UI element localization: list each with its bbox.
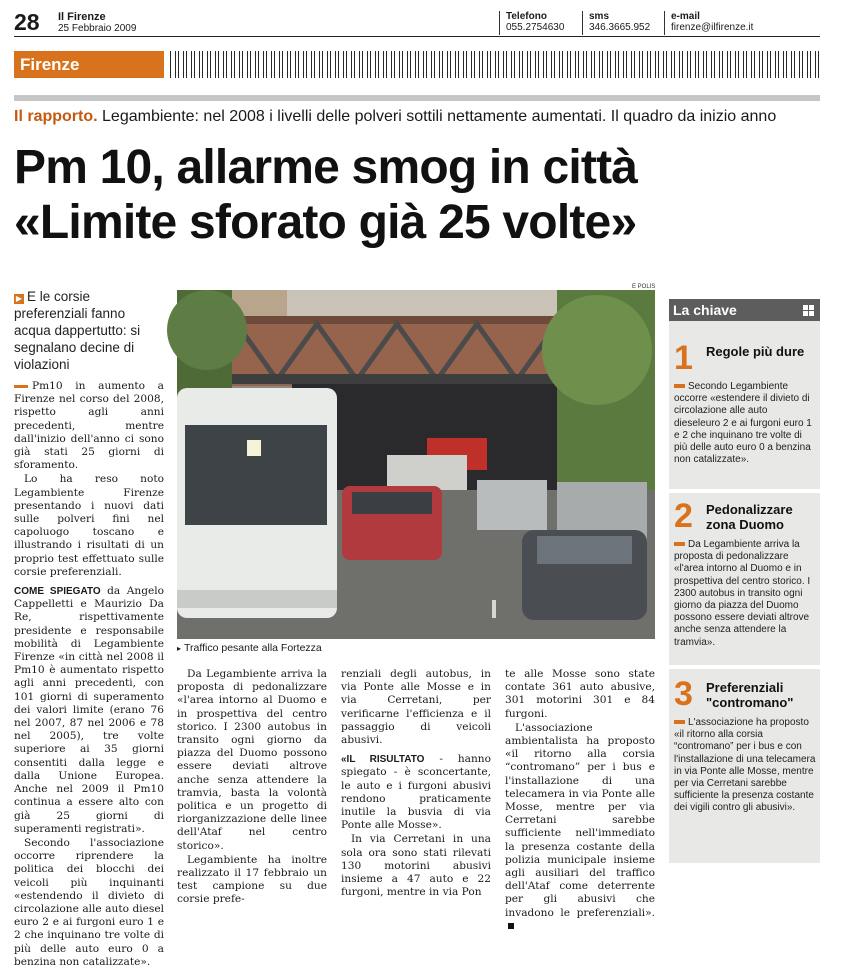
photo-caption <box>177 642 322 655</box>
sms-contact <box>582 11 650 35</box>
email-value: firenze@ilfirenze.it <box>671 22 754 33</box>
paragraph-lead: COME SPIEGATO <box>14 586 101 598</box>
sidebar-header <box>669 299 820 321</box>
paragraph-marker <box>14 385 28 388</box>
bullet-marker <box>674 720 685 724</box>
paragraph: Da Legambiente arriva la proposta di pedonalizzare «l'area intorno al Duomo e in prospettiva del centro storico. I 2300 autobus in transito ogni giorno da piazza del Duomo possono essere deviati altrove anche senza attendere la tramvia, basta la volontà politica e un progetto di riorganizzazione delle linee dell'Ataf nel centro storico». <box>177 668 327 852</box>
headline-line-1: Pm 10, allarme smog in città <box>14 141 638 194</box>
traffic-photo <box>177 290 655 639</box>
key-point-text: Secondo Legambiente occorre «estendere il divieto di circolazione alle auto dieseleuro 2 e ai furgoni euro 1 e 2 che inquinano tre volte di più delle auto euro 0 a benzina non catalizzate». <box>674 381 812 466</box>
arrow-icon: ▶ <box>15 294 23 303</box>
key-point-title: Preferenziali "contromano" <box>706 680 794 710</box>
paragraph: L'associazione ambientalista ha proposto «il ritorno alla corsia “contromano” per i bus e l'installazione di una telecamera in via Ponte alle Mosse, mentre per via Cerretani sarebbe sufficiente nell'immediato la presenza costante della polizia municipale insieme agli ausiliari del traffico dell'Ataf come deterrente per gli abusivi che invadono le preferenziali». <box>505 721 655 919</box>
sidebar-divider <box>669 489 820 493</box>
summary <box>14 288 164 373</box>
summary-text: E le corsie preferenziali fanno acqua dappertutto: si segnalano decine di violazioni <box>14 289 141 372</box>
end-of-article-mark <box>508 923 514 929</box>
bullet-marker <box>674 542 685 546</box>
kicker-text: Legambiente: nel 2008 i livelli delle polveri sottili nettamente aumentati. Il quadro da inizio anno <box>102 108 777 125</box>
paragraph: Lo ha reso noto Legambiente Firenze presentando i nuovi dati sulle polveri fini nel capoluogo toscano e illustrando i risultati di un proprio test effettuato sulle corsie preferenziali. <box>14 473 164 578</box>
kicker-label: Il rapporto. <box>14 108 98 125</box>
article-column-4 <box>505 668 655 933</box>
photo-credit: E POLIS <box>632 284 656 290</box>
section-barcode-strip <box>170 51 820 78</box>
paragraph: Secondo l'associazione occorre riprendere la politica dei blocchi dei veicoli più inquinanti «estendendo il divieto di circolazione alle auto diesel euro 2 e ai furgoni euro 1 e 2 che inquinano tre volte di più delle auto euro 0 a benzina non catalizzate». <box>14 836 164 968</box>
issue-date: 25 Febbraio 2009 <box>58 23 137 34</box>
paragraph: Legambiente ha inoltre realizzato il 17 febbraio un test campione su due corsie prefe- <box>177 853 327 906</box>
key-point-text: L'associazione ha proposto «il ritorno alla corsia “contromano” per i bus e con l'installazione di una telecamera in via Ponte alle Mosse, mentre per via Cerretani sarebbe sufficiente la presenza costante dei vigili contro gli abusivi». <box>674 717 816 814</box>
paragraph: renziali degli autobus, in via Ponte alle Mosse e in via Cerretani, per verificarne l'efficienza e il passaggio di veicoli abusivi. <box>341 668 491 747</box>
publication-name: Il Firenze <box>58 11 106 23</box>
article-column-3 <box>341 668 491 899</box>
email-contact <box>664 11 753 35</box>
phone-label: Telefono <box>506 11 547 22</box>
paragraph-lead: «IL RISULTATO <box>341 754 425 766</box>
sidebar-divider <box>669 665 820 669</box>
page-number: 28 <box>14 9 40 35</box>
key-point-number: 3 <box>674 675 693 713</box>
paragraph: te alle Mosse sono state contate 361 auto abusive, 301 motorini 301 e 84 furgoni. <box>505 668 655 720</box>
page-header <box>14 9 820 37</box>
paragraph: Pm10 in aumento a Firenze nel corso del 2008, rispetto agli anni precedenti, mentre dall'inizio dell'anno ci sono già stati 25 giorni di sforamento. <box>14 380 164 472</box>
key-point-title: Pedonalizzare zona Duomo <box>706 502 793 532</box>
grid-icon <box>803 305 814 316</box>
paragraph: - hanno spiegato - è sconcertante, le auto e i furgoni abusivi rendono praticamente inutile la busvia di via Ponte alle Mosse». <box>341 753 492 832</box>
key-point-number: 1 <box>674 339 693 377</box>
key-points-sidebar <box>669 299 820 863</box>
paragraph: da Angelo Cappelletti e Maurizio Da Re, rispettivamente presidente e responsabile mobilità di Legambiente Firenze «in città nel 2008 il Pm10 è aumentato rispetto agli anni precedenti, con 101 giorni di superamento dei valori limite (erano 76 nel 2007, 87 nel 2006 e 78 nel 2005), tre volte superiore ai 35 giorni consentiti dalla legge e dalla Unione Europea. Anche nel 2009 il Pm10 continua a essere alto con già 25 giorni di superamenti registrati». <box>14 585 165 835</box>
headline-line-2: «Limite sforato già 25 volte» <box>14 196 637 249</box>
article-column-2 <box>177 668 327 907</box>
divider-rule <box>14 95 820 101</box>
bullet-marker <box>674 384 685 388</box>
section-label: Firenze <box>14 51 164 78</box>
kicker <box>14 106 820 128</box>
phone-value: 055.2754630 <box>506 22 565 33</box>
email-label: e-mail <box>671 11 700 22</box>
key-point-text: Da Legambiente arriva la proposta di pedonalizzare «l'area intorno al Duomo e in prospettiva del centro storico. I 2300 autobus in transito ogni giorno da piazza del Duomo possono essere deviati altrove anche senza attendere la tramvia». <box>674 539 811 648</box>
key-point-number: 2 <box>674 497 693 535</box>
sms-value: 346.3665.952 <box>589 22 651 33</box>
sms-label: sms <box>589 11 610 22</box>
sidebar-title: La chiave <box>673 302 737 318</box>
caption-arrow-icon: ▸ <box>177 644 182 653</box>
headline <box>14 140 637 250</box>
key-point-title: Regole più dure <box>706 344 805 359</box>
phone-contact <box>499 11 564 35</box>
caption-text: Traffico pesante alla Fortezza <box>184 642 322 654</box>
paragraph: In via Cerretani in una sola ora sono stati rilevati 130 motorini abusivi insieme a 47 auto e 22 furgoni, mentre in via Pon <box>341 833 491 899</box>
article-column-1 <box>14 380 164 969</box>
